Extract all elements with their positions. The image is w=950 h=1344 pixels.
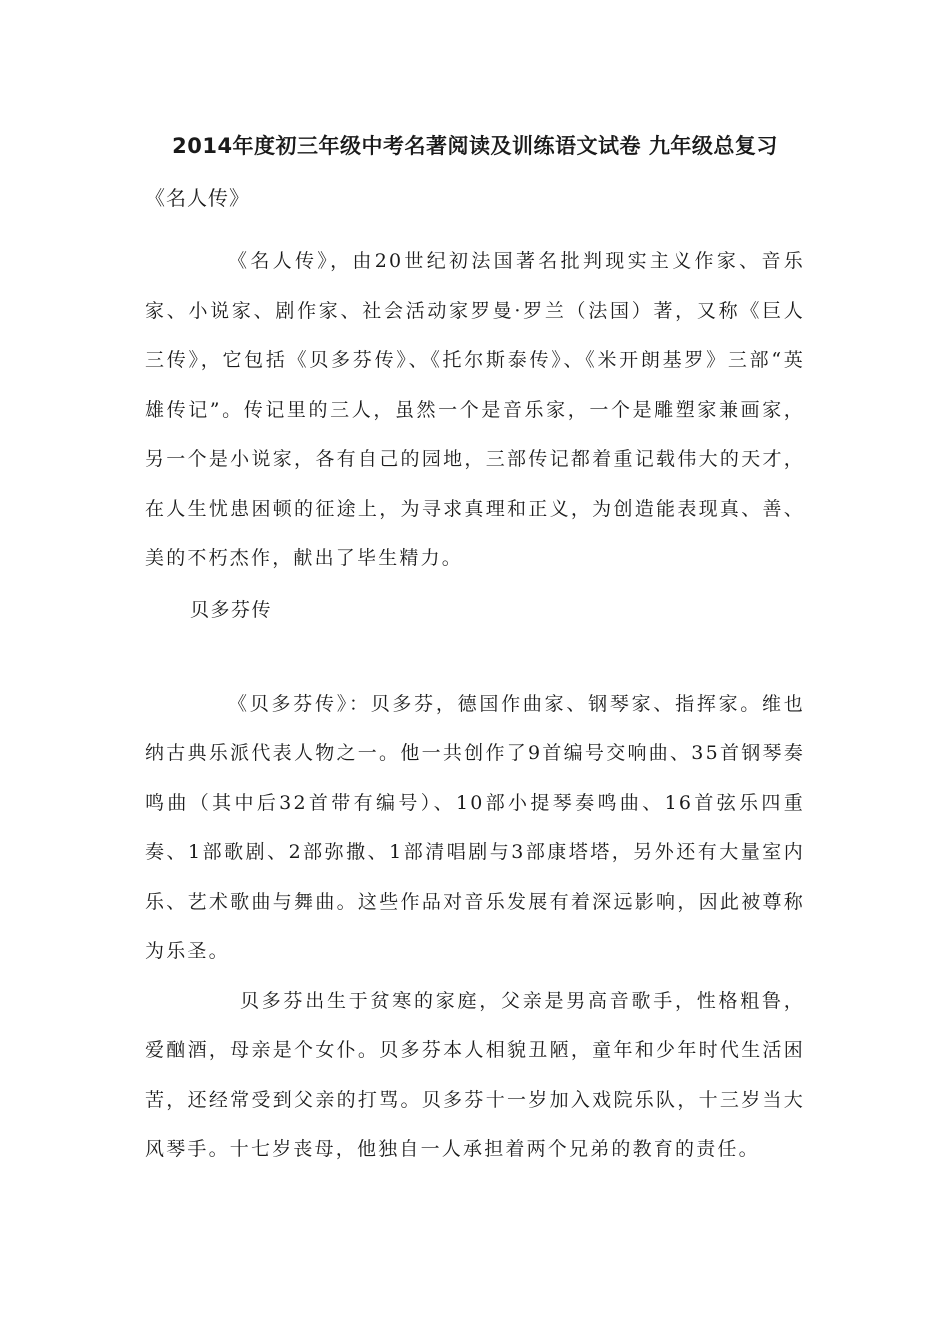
- beethoven-paragraph-1: 《贝多芬传》：贝多芬，德国作曲家、钢琴家、指挥家。维也纳古典乐派代表人物之一。他一共创作了9首编号交响曲、35首钢琴奏鸣曲（其中后32首带有编号）、10部小提琴奏鸣曲、16首弦乐四重奏、1部歌剧、2部弥撒、1部清唱剧与3部康塔塔，另外还有大量室内乐、艺术歌曲与舞曲。这些作品对音乐发展有着深远影响，因此被尊称为乐圣。: [145, 692, 805, 962]
- beethoven-paragraph-2: 贝多芬出生于贫寒的家庭，父亲是男高音歌手，性格粗鲁，爱酗酒，母亲是个女仆。贝多芬本人相貌丑陋，童年和少年时代生活困苦，还经常受到父亲的打骂。贝多芬十一岁加入戏院乐队，十三岁当大风琴手。十七岁丧母，他独自一人承担着两个兄弟的教育的责任。: [145, 989, 805, 1160]
- document-page: [145, 130, 805, 1175]
- book-heading: 《名人传》: [145, 186, 250, 210]
- section-heading-beethoven: 贝多芬传: [190, 598, 273, 621]
- intro-paragraph: 《名人传》，由20世纪初法国著名批判现实主义作家、音乐家、小说家、剧作家、社会活动家罗曼·罗兰（法国）著，又称《巨人三传》，它包括《贝多芬传》、《托尔斯泰传》、《米开朗基罗》三部“英雄传记”。传记里的三人，虽然一个是音乐家，一个是雕塑家兼画家，另一个是小说家，各有自己的园地，三部传记都着重记载伟大的天才，在人生忧患困顿的征途上，为寻求真理和正义，为创造能表现真、善、美的不朽杰作，献出了毕生精力。: [145, 250, 805, 569]
- document-title: 2014年度初三年级中考名著阅读及训练语文试卷 九年级总复习: [172, 134, 778, 158]
